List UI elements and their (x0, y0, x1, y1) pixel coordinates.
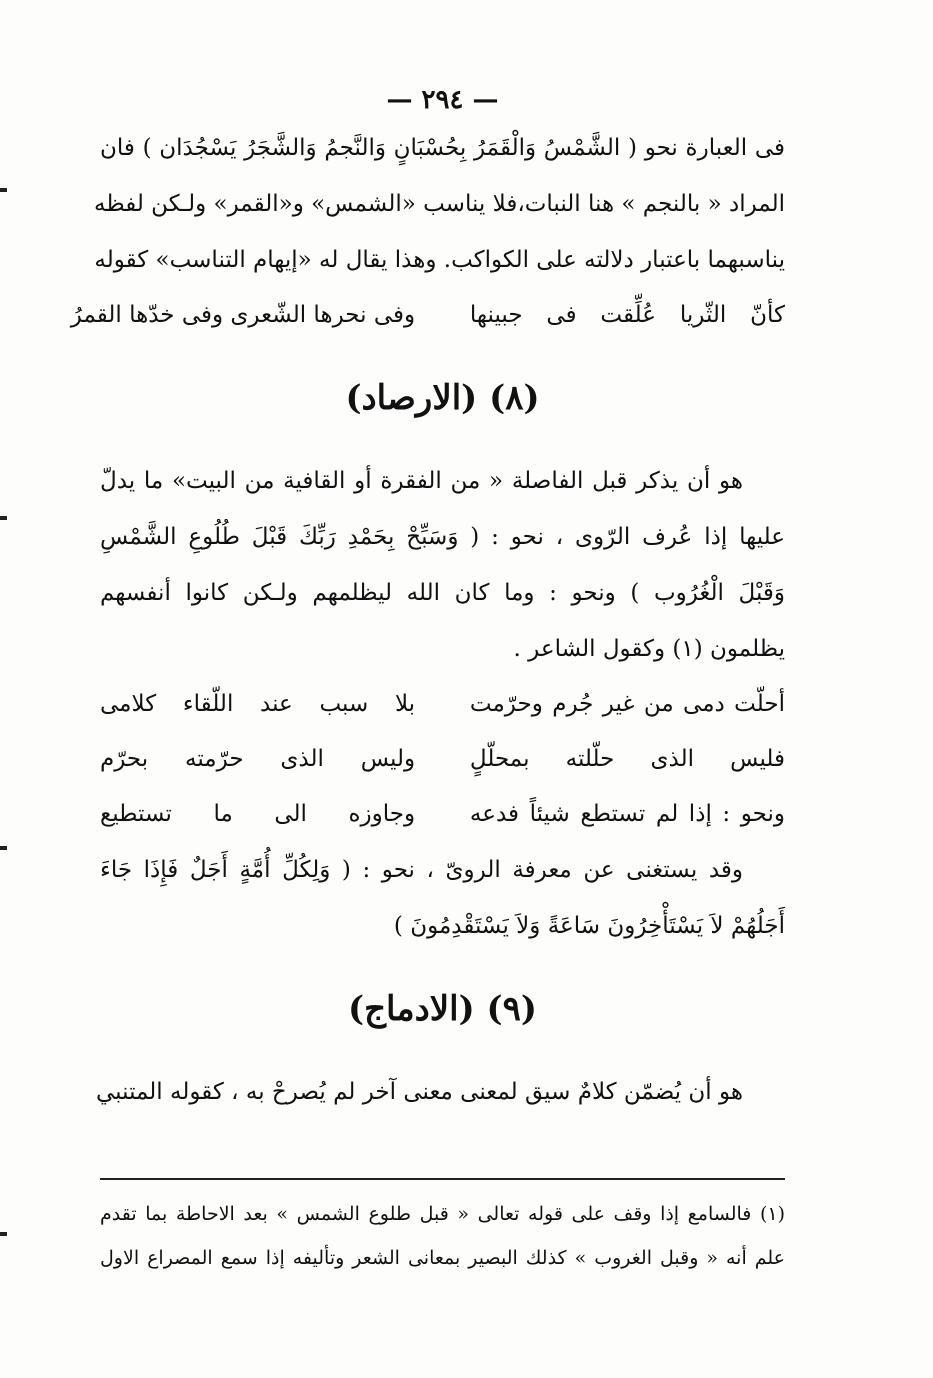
verse-second-hemistich: وجاوزه الى ما تستطيع (100, 801, 416, 827)
verse-first-hemistich: ونحو : إذا لم تستطع شيئاً فدعه (469, 801, 785, 827)
scan-edge-mark (0, 188, 7, 192)
scan-edge-mark (0, 1232, 7, 1236)
scan-edge-mark (0, 846, 7, 850)
verse (70, 288, 785, 343)
page-body (70, 80, 785, 1120)
verse-second-hemistich: وليس الذى حرّمته بحرّم (100, 746, 416, 772)
text-line: وَقَبْلَ الْغُرُوب ) ونحو : وما كان الله ليظلمهم ولـكن كانوا أنفسهم (100, 580, 785, 606)
footnote-line: (١) فالسامع إذا وقف على قوله تعالى « قبل طلوع الشمس » بعد الاحاطة بما تقدم (100, 1203, 785, 1225)
text-line: هو أن يذكر قبل الفاصلة « من الفقرة أو القافية من البيت» ما يدلّ (100, 468, 743, 494)
text-line: يناسبهما باعتبار دلالته على الكواكب. وهذا يقال له «إيهام التناسب» كقوله (94, 247, 785, 273)
section-8-title: (٨) (الارصاد) (345, 378, 540, 418)
section-9-title: (٩) (الادماج) (348, 989, 537, 1029)
text-line: يظلمون (١) وكقول الشاعر . (513, 636, 785, 662)
text-line: عليها إذا عُرف الرّوى ، نحو : ( وَسَبِّحْ بِحَمْدِ رَبِّكَ قَبْلَ طُلُوعِ الشَّمْسِ (100, 524, 785, 550)
text-line: أَجَلُهُمْ لاَ يَسْتَأْخِرُونَ سَاعَةً وَلاَ يَسْتَقْدِمُونَ ) (393, 913, 785, 939)
text-line: المراد « بالنجم » هنا النبات،فلا يناسب «الشمس» و«القمر» ولـكن لفظه (94, 191, 785, 217)
verse-second-hemistich: وفى نحرها الشّعرى وفى خدّها القمرُ (70, 302, 416, 328)
verse (100, 677, 785, 732)
text-line: هو أن يُضمّن كلامٌ سيق لمعنى معنى آخر لم يُصرحْ به ، كقوله المتنبي (96, 1079, 743, 1105)
page-number: — ٢٩٤ — (386, 85, 499, 115)
footnotes (100, 1192, 785, 1280)
footnote-divider (100, 1178, 785, 1180)
scan-edge-mark (0, 516, 7, 520)
text-line: فى العبارة نحو ( الشَّمْسُ وَالْقَمَرُ بِحُسْبَانٍ وَالنَّجمُ وَالشَّجَرُ يَسْجُدَان ) فان (100, 135, 785, 161)
verse (100, 787, 785, 842)
footnote-line: علم أنه « وقبل الغروب » كذلك البصير بمعانى الشعر وتأليفه إذا سمع المصراع الاول (100, 1247, 785, 1269)
verse-second-hemistich: بلا سبب عند اللّقاء كلامى (100, 691, 416, 717)
verse-first-hemistich: كأنّ الثّريا عُلِّقت فى جبينها (469, 302, 785, 328)
verse-first-hemistich: أحلّت دمى من غير جُرم وحرّمت (469, 691, 785, 717)
verse (100, 732, 785, 787)
verse-first-hemistich: فليس الذى حلّلته بمحلّلٍ (469, 746, 785, 772)
text-line: وقد يستغنى عن معرفة الروىّ ، نحو : ( وَلِكُلِّ أُمَّةٍ أَجَلٌ فَإِذَا جَاءَ (100, 857, 743, 883)
